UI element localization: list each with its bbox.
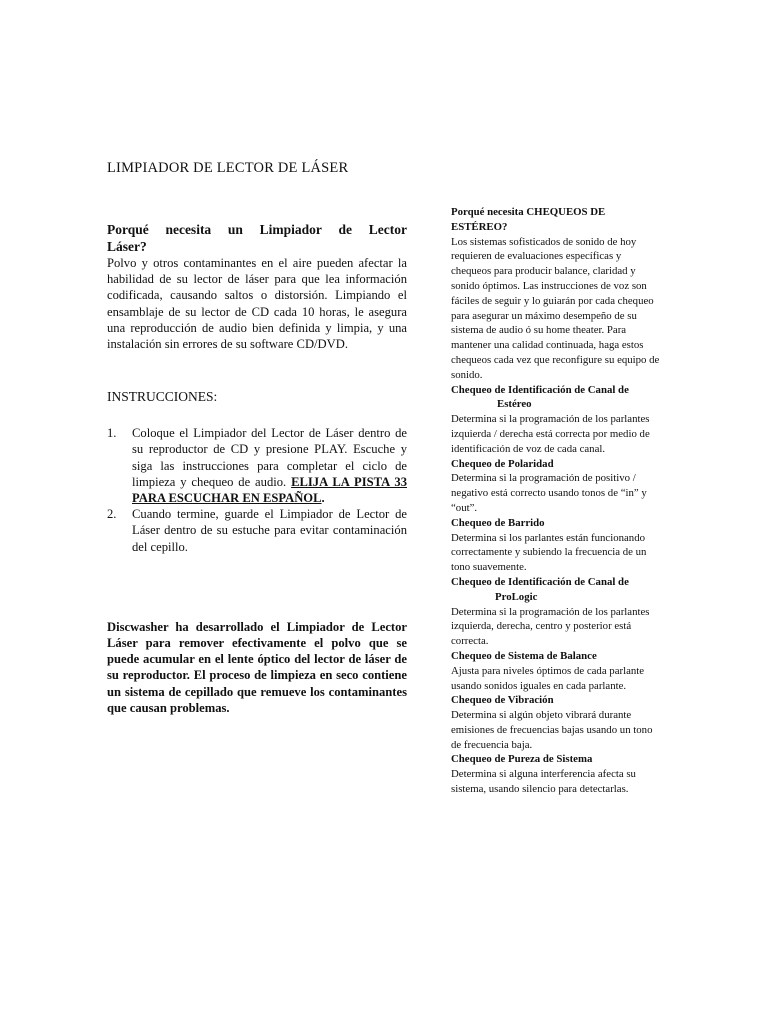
check-name: Chequeo de Vibración	[451, 694, 554, 707]
check-name	[451, 575, 663, 605]
check-item	[451, 693, 663, 752]
section-heading-line-1	[107, 221, 407, 238]
heading-word: Porqué	[107, 222, 149, 237]
section-body-why-cleaner: Polvo y otros contaminantes en el aire pueden afectar la habilidad de su lector de láser para que lea información codificada, causando saltos o distorsión. Limpiando el ensamblaje de su lector de CD cada 10 horas, le asegura una reproducción de audio bien definida y limpia, y una instalación sin errores de su software CD/DVD.	[107, 256, 407, 352]
check-name-continuation: Estéreo	[497, 398, 532, 411]
instruction-emphasis: ELIJA LA PISTA 33 PARA ESCUCHAR EN ESPAÑOL	[132, 474, 407, 506]
check-name-line: Chequeo de Identificación de Canal de	[451, 383, 629, 396]
instruction-text: Coloque el Limpiador del Lector de Láser dentro de su reproductor de CD y presione PLAY. Escuche y siga las instrucciones para completar el ciclo de limpieza y chequeo de audio.	[132, 426, 407, 489]
list-number: 2.	[107, 507, 117, 522]
check-description: Determina si la programación de los parlantes izquierda, derecha, centro y posterior está correcta.	[451, 605, 650, 648]
instructions-list	[107, 425, 407, 555]
check-name-line: Chequeo de Identificación de Canal de	[451, 575, 629, 588]
list-number: 1.	[107, 426, 117, 441]
closing-paragraph: Discwasher ha desarrollado el Limpiador de Lector Láser para remover efectivamente el polvo que se puede acumular en el lente óptico del lector de láser de su reproductor. El proceso de limpieza en seco contiene un sistema de cepillado que remueve los contaminantes que causan problemas.	[107, 619, 407, 715]
check-name: Chequeo de Barrido	[451, 516, 545, 529]
list-item	[107, 425, 407, 506]
check-item	[451, 649, 663, 693]
heading-word: Limpiador	[259, 222, 322, 237]
check-item	[451, 457, 663, 516]
heading-word: Lector	[368, 222, 407, 237]
stereo-checks-heading: Porqué necesita CHEQUEOS DE ESTÉREO?	[451, 206, 606, 233]
check-name	[451, 383, 663, 413]
document-title: LIMPIADOR DE LECTOR DE LÁSER	[107, 160, 349, 176]
list-item-text: Cuando termine, guarde el Limpiador de Lector de Láser dentro de su estuche para evitar contaminación del cepillo.	[132, 507, 407, 554]
heading-word: necesita	[165, 222, 212, 237]
check-item	[451, 752, 663, 796]
check-name-continuation: ProLogic	[495, 590, 538, 603]
check-description: Ajusta para niveles óptimos de cada parlante usando sonidos iguales en cada parlante.	[451, 664, 645, 692]
section-heading-why-cleaner	[107, 221, 407, 255]
section-heading-line-2: Láser?	[107, 239, 147, 254]
instruction-tail: .	[321, 491, 325, 506]
instructions-heading: INSTRUCCIONES:	[107, 389, 218, 405]
heading-word: un	[227, 222, 243, 237]
list-item-text	[132, 425, 407, 506]
list-item	[107, 506, 407, 555]
check-item	[451, 575, 663, 649]
check-name: Chequeo de Pureza de Sistema	[451, 753, 593, 766]
left-column	[107, 160, 407, 716]
check-item	[451, 383, 663, 457]
heading-word: de	[338, 222, 353, 237]
check-name: Chequeo de Sistema de Balance	[451, 649, 597, 662]
check-description: Determina si la programación de positivo / negativo está correcto usando tonos de “in” y “out”.	[451, 472, 647, 514]
check-description: Determina si la programación de los parlantes izquierda / derecha está correcta por medio de identificación de voz de cada canal.	[451, 413, 650, 455]
check-description: Determina si algún objeto vibrará durante emisiones de frecuencias bajas usando un tono de frecuencia baja.	[451, 709, 653, 751]
check-item	[451, 516, 663, 575]
right-column	[451, 205, 663, 797]
check-description: Determina si alguna interferencia afecta su sistema, usando silencio para detectarlas.	[451, 768, 636, 796]
check-name: Chequeo de Polaridad	[451, 457, 554, 470]
stereo-checks-intro: Los sistemas sofisticados de sonido de hoy requieren de evaluaciones específicas y chequeos para producir balance, claridad y sonido óptimos. Las instrucciones de voz son fáciles de seguir y lo guiarán por cada chequeo para asegurar un máximo desempeño de su sistema de audio ó su home theater. Para mantener una calidad continuada, haga estos chequeos cada vez que reconfigure su equipo de sonido.	[451, 235, 660, 381]
check-description: Determina si los parlantes están funcionando correctamente y subiendo la frecuencia de un tono suavemente.	[451, 531, 647, 574]
